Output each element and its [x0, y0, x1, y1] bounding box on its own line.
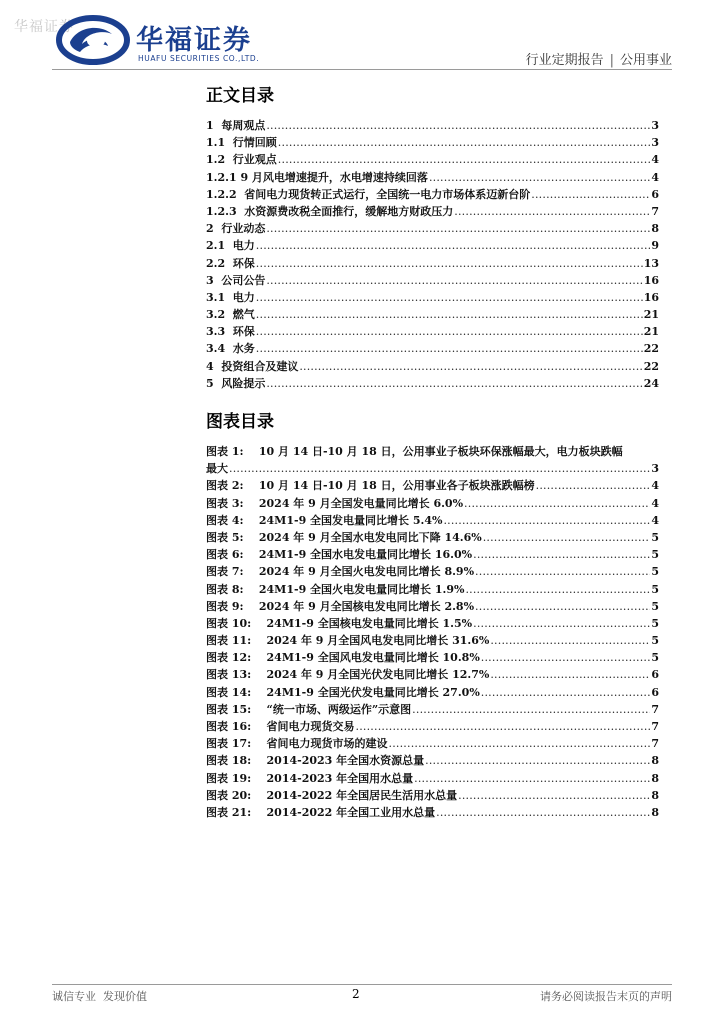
- figure-entry-page: 4: [651, 496, 659, 510]
- toc-entry-page: 4: [651, 170, 659, 184]
- logo-name-en: HUAFU SECURITIES CO.,LTD.: [138, 54, 260, 63]
- toc-entry[interactable]: [206, 306, 659, 323]
- figure-entry[interactable]: [206, 598, 659, 615]
- figure-entry-label: 图表 18: 2014-2023 年全国水资源总量: [206, 754, 425, 768]
- toc-entry[interactable]: [206, 203, 659, 220]
- header-separator: |: [609, 53, 614, 68]
- figure-entry-label: 图表 10: 24M1-9 全国核电发电量同比增长 1.5%: [206, 616, 473, 630]
- toc-entry[interactable]: [206, 289, 659, 306]
- leader-dots: [256, 323, 643, 340]
- toc-entry-label: 1.2.1 9 月风电增速提升，水电增速持续回落: [206, 170, 428, 184]
- leader-dots: [436, 804, 650, 821]
- leader-dots: [414, 770, 650, 787]
- toc-entry-label: 5 风险提示: [206, 376, 266, 390]
- leader-dots: [256, 255, 643, 272]
- figure-entry-label: 图表 17: 省间电力现货市场的建设: [206, 737, 388, 751]
- figure-entry-page: 5: [651, 565, 659, 579]
- figure-entry-label: 图表 5: 2024 年 9 月全国水电发电同比下降 14.6%: [206, 530, 482, 544]
- toc-entry-label: 1.1 行情回顾: [206, 136, 277, 150]
- toc-entry[interactable]: [206, 255, 659, 272]
- toc-entry-label: 2 行业动态: [206, 222, 266, 236]
- toc-entry-label: 1.2.2 省间电力现货转正式运行，全国统一电力市场体系迈新台阶: [206, 187, 531, 201]
- leader-dots: [490, 666, 650, 683]
- figure-entry[interactable]: [206, 787, 659, 804]
- figure-entry[interactable]: [206, 581, 659, 598]
- figure-entry[interactable]: [206, 649, 659, 666]
- figure-entry-page: 4: [651, 479, 659, 493]
- figure-entry-page: 6: [651, 668, 659, 682]
- figure-entry-page: 3: [651, 462, 659, 476]
- toc-entry-page: 21: [643, 308, 659, 322]
- figure-entry-page: 5: [651, 599, 659, 613]
- toc-entry[interactable]: [206, 375, 659, 392]
- figure-entry-page: 8: [651, 754, 659, 768]
- figure-entry-label: 图表 6: 24M1-9 全国水电发电量同比增长 16.0%: [206, 548, 473, 562]
- leader-dots: [266, 117, 650, 134]
- toc-entry-page: 21: [643, 325, 659, 339]
- leader-dots: [490, 632, 650, 649]
- toc-list: [206, 117, 659, 392]
- footer-disclaimer: 请务必阅读报告末页的声明: [540, 990, 672, 1003]
- toc-entry-page: 3: [651, 119, 659, 132]
- leader-dots: [278, 134, 651, 151]
- company-logo: [56, 14, 276, 66]
- leader-dots: [458, 787, 650, 804]
- leader-dots: [473, 546, 650, 563]
- figure-entry-page: 8: [651, 771, 659, 785]
- toc-entry-page: 4: [651, 153, 659, 167]
- figure-entry-first-cont[interactable]: [206, 460, 659, 477]
- figure-entry-page: 5: [651, 530, 659, 544]
- leader-dots: [454, 203, 650, 220]
- footer-rule: [52, 984, 672, 985]
- figure-entry[interactable]: [206, 512, 659, 529]
- toc-entry-page: 9: [651, 239, 659, 253]
- figure-entry-page: 8: [651, 788, 659, 802]
- figure-entry-label: 图表 7: 2024 年 9 月全国火电发电同比增长 8.9%: [206, 565, 475, 579]
- leader-dots: [443, 512, 650, 529]
- figure-entry[interactable]: [206, 563, 659, 580]
- toc-entry-page: 16: [643, 273, 659, 287]
- toc-entry[interactable]: [206, 340, 659, 357]
- figure-entry-label: 图表 14: 24M1-9 全国光伏发电量同比增长 27.0%: [206, 685, 480, 699]
- leader-dots: [481, 649, 651, 666]
- leader-dots: [266, 375, 642, 392]
- toc-entry-page: 8: [651, 222, 659, 236]
- toc-entry-label: 1 每周观点: [206, 119, 266, 132]
- figure-entry[interactable]: [206, 632, 659, 649]
- logo-name-cn: 华福证券: [136, 25, 252, 56]
- toc-entry-page: 24: [643, 376, 659, 390]
- leader-dots: [483, 529, 651, 546]
- figure-entry-page: 5: [651, 582, 659, 596]
- figure-entry[interactable]: [206, 546, 659, 563]
- leader-dots: [429, 169, 650, 186]
- toc-entry[interactable]: [206, 237, 659, 254]
- toc-entry-page: 3: [651, 136, 659, 150]
- figure-entry-page: 5: [651, 616, 659, 630]
- figures-list: [206, 443, 659, 821]
- leader-dots: [266, 272, 642, 289]
- footer-slogan: 诚信专业 发现价值: [52, 990, 147, 1003]
- page-number: 2: [352, 987, 360, 1001]
- leader-dots: [256, 340, 643, 357]
- figure-entry-page: 7: [651, 720, 659, 733]
- toc-entry-page: 22: [643, 342, 659, 356]
- toc-entry-page: 13: [643, 256, 659, 270]
- figure-entry-label: 图表 9: 2024 年 9 月全国核电发电同比增长 2.8%: [206, 599, 475, 613]
- report-type: 行业定期报告: [525, 53, 604, 68]
- figure-entry-page: 7: [651, 737, 659, 751]
- toc-entry-label: 3.2 燃气: [206, 308, 255, 322]
- leader-dots: [475, 563, 650, 580]
- toc-title: 正文目录: [206, 86, 274, 106]
- leader-dots: [536, 477, 651, 494]
- figure-entry-page: 5: [651, 634, 659, 648]
- figure-entry[interactable]: [206, 684, 659, 701]
- leader-dots: [266, 220, 650, 237]
- toc-entry-label: 3 公司公告: [206, 273, 266, 287]
- toc-entry[interactable]: [206, 358, 659, 375]
- leader-dots: [464, 495, 650, 512]
- toc-entry[interactable]: [206, 134, 659, 151]
- figure-entry-first-line[interactable]: 图表 1: 10 月 14 日-10 月 18 日，公用事业子板块环保涨幅最大，电力板块跌幅: [206, 445, 623, 458]
- figure-entry-label: 图表 20: 2014-2022 年全国居民生活用水总量: [206, 788, 458, 802]
- figures-title: 图表目录: [206, 412, 274, 432]
- toc-entry[interactable]: [206, 117, 659, 134]
- leader-dots: [256, 289, 643, 306]
- logo-emblem-icon: [56, 14, 130, 66]
- figure-entry-page: 8: [651, 805, 659, 819]
- leader-dots: [425, 752, 650, 769]
- leader-dots: [465, 581, 650, 598]
- leader-dots: [473, 615, 650, 632]
- figure-entries: [206, 477, 659, 821]
- leader-dots: [229, 460, 650, 477]
- leader-dots: [256, 306, 643, 323]
- leader-dots: [475, 598, 650, 615]
- figure-entry[interactable]: [206, 735, 659, 752]
- watermark: 华福证券: [14, 19, 74, 35]
- figure-entry[interactable]: [206, 529, 659, 546]
- figure-entry-label: 图表 13: 2024 年 9 月全国光伏发电同比增长 12.7%: [206, 668, 490, 682]
- figure-entry-page: 6: [651, 685, 659, 699]
- figure-entry[interactable]: [206, 701, 659, 718]
- toc-entry-page: 7: [651, 204, 659, 218]
- sector-name: 公用事业: [619, 53, 672, 68]
- figure-entry[interactable]: [206, 477, 659, 494]
- toc-entry-label: 3.3 环保: [206, 325, 255, 339]
- leader-dots: [256, 237, 651, 254]
- figure-entry[interactable]: [206, 770, 659, 787]
- leader-dots: [412, 701, 650, 718]
- toc-entry-label: 1.2.3 水资源费改税全面推行，缓解地方财政压力: [206, 204, 454, 218]
- toc-entry-page: 16: [643, 290, 659, 304]
- figure-entry-label: 图表 8: 24M1-9 全国火电发电量同比增长 1.9%: [206, 582, 465, 596]
- toc-entry-label: 1.2 行业观点: [206, 153, 277, 167]
- toc-entry[interactable]: [206, 272, 659, 289]
- figure-entry-page: 5: [651, 651, 659, 665]
- figure-entry-label: 图表 11: 2024 年 9 月全国风电发电同比增长 31.6%: [206, 634, 490, 648]
- figure-entry-label: 图表 3: 2024 年 9 月全国发电量同比增长 6.0%: [206, 496, 464, 510]
- figure-entry[interactable]: [206, 615, 659, 632]
- figure-entry-page: 5: [651, 548, 659, 562]
- leader-dots: [299, 358, 642, 375]
- header-category: [526, 49, 672, 68]
- figure-entry-label: 最大: [206, 462, 228, 476]
- toc-entry-label: 2.2 环保: [206, 256, 255, 270]
- figure-entry[interactable]: [206, 718, 659, 735]
- toc-entry[interactable]: [206, 323, 659, 340]
- figure-entry[interactable]: [206, 752, 659, 769]
- toc-entry-page: 6: [651, 187, 659, 201]
- toc-entry-label: 4 投资组合及建议: [206, 359, 299, 373]
- toc-entry-page: 22: [643, 359, 659, 373]
- leader-dots: [278, 151, 651, 168]
- leader-dots: [356, 718, 651, 735]
- figure-entry-page: 4: [651, 513, 659, 527]
- toc-entry-label: 3.1 电力: [206, 290, 255, 304]
- toc-entry[interactable]: [206, 186, 659, 203]
- leader-dots: [481, 684, 651, 701]
- header-rule: [52, 69, 672, 70]
- toc-entry[interactable]: [206, 220, 659, 237]
- figure-entry-label: 图表 4: 24M1-9 全国发电量同比增长 5.4%: [206, 513, 443, 527]
- figure-entry-label: 图表 12: 24M1-9 全国风电发电量同比增长 10.8%: [206, 651, 480, 665]
- toc-entry-label: 2.1 电力: [206, 239, 255, 253]
- figure-entry[interactable]: [206, 495, 659, 512]
- figure-entry-page: 7: [651, 702, 659, 716]
- figure-entry-label: 图表 16: 省间电力现货交易: [206, 720, 355, 733]
- leader-dots: [389, 735, 651, 752]
- leader-dots: [531, 186, 650, 203]
- figure-entry[interactable]: [206, 666, 659, 683]
- toc-entry[interactable]: [206, 169, 659, 186]
- figure-entry[interactable]: [206, 804, 659, 821]
- figure-entry-label: 图表 2: 10 月 14 日-10 月 18 日，公用事业各子板块涨跌幅榜: [206, 479, 535, 493]
- toc-entry-label: 3.4 水务: [206, 342, 255, 356]
- figure-entry-label: 图表 19: 2014-2023 年全国用水总量: [206, 771, 414, 785]
- figure-entry-label: 图表 15: “统一市场、两级运作”示意图: [206, 702, 412, 716]
- toc-entry[interactable]: [206, 151, 659, 168]
- figure-entry-label: 图表 21: 2014-2022 年全国工业用水总量: [206, 805, 436, 819]
